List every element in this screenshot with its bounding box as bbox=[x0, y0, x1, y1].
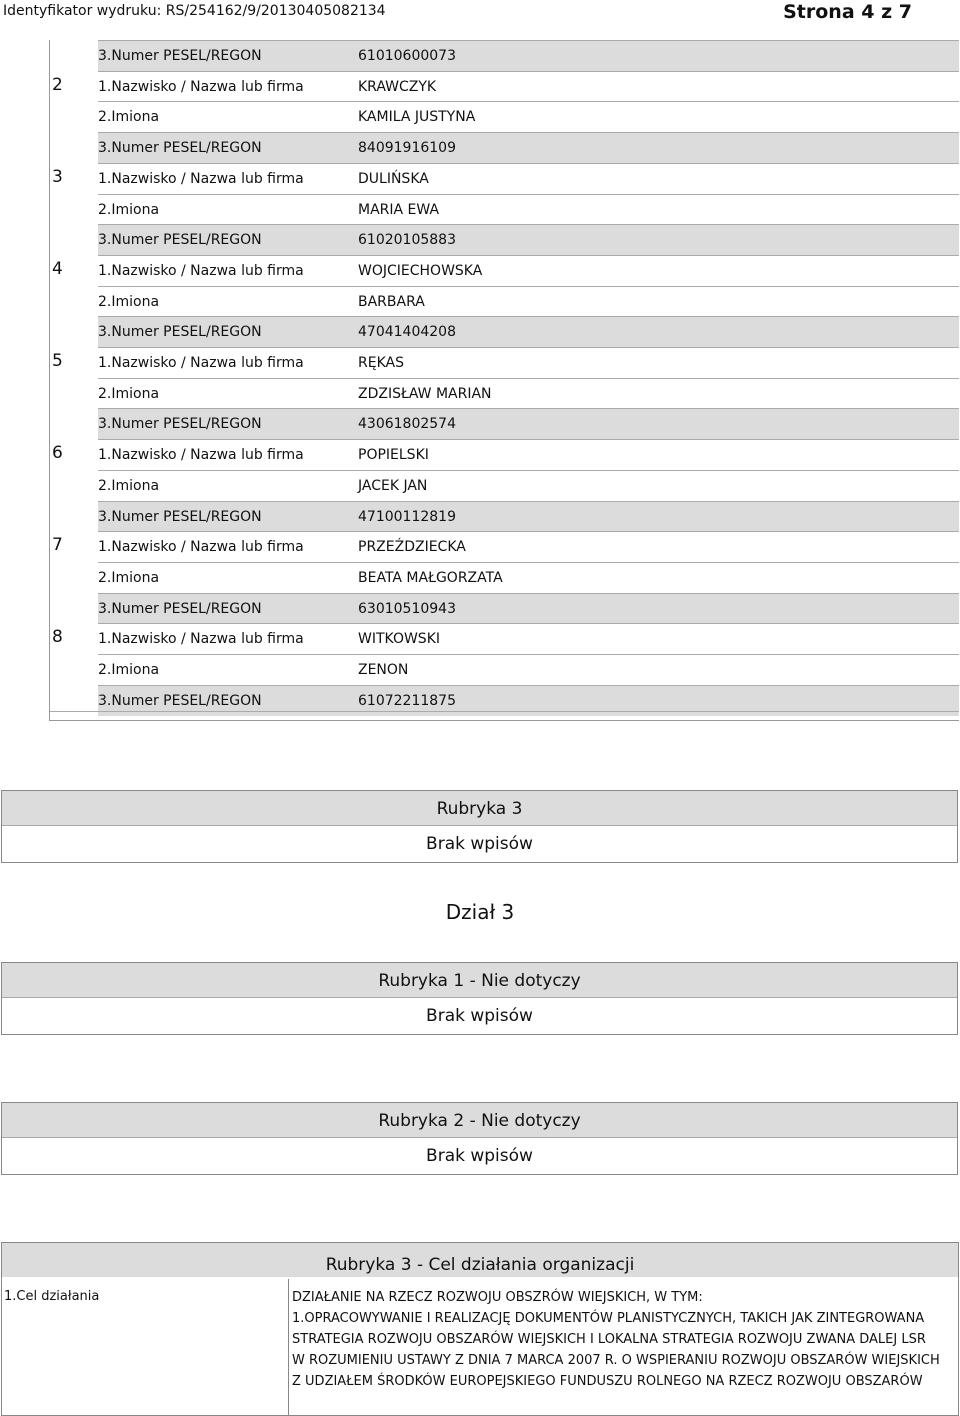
pesel-label: 3.Numer PESEL/REGON bbox=[98, 48, 262, 64]
pesel-label: 3.Numer PESEL/REGON bbox=[98, 508, 262, 525]
names-value: ZDZISŁAW MARIAN bbox=[358, 385, 492, 402]
surname-label: 1.Nazwisko / Nazwa lub firma bbox=[98, 447, 304, 464]
surname-value: PRZEŹDZIECKA bbox=[358, 539, 466, 556]
surname-label: 1.Nazwisko / Nazwa lub firma bbox=[98, 539, 304, 556]
section-body: Brak wpisów bbox=[426, 1146, 533, 1166]
table-row bbox=[98, 71, 959, 102]
names-value: JACEK JAN bbox=[358, 477, 428, 494]
pesel-value: 63010510943 bbox=[358, 600, 456, 617]
person-number: 5 bbox=[52, 351, 63, 371]
section-title: Rubryka 3 - Cel działania organizacji bbox=[2, 1243, 958, 1277]
names-value: MARIA EWA bbox=[358, 201, 440, 218]
pesel-value: 47100112819 bbox=[358, 508, 456, 525]
section-title: Rubryka 1 - Nie dotyczy bbox=[2, 963, 957, 998]
names-value: ZENON bbox=[358, 662, 409, 678]
pesel-value: 47041404208 bbox=[358, 324, 456, 341]
surname-label: 1.Nazwisko / Nazwa lub firma bbox=[98, 78, 304, 95]
table-row bbox=[98, 194, 959, 225]
table-row bbox=[98, 593, 959, 624]
names-value: KAMILA JUSTYNA bbox=[358, 109, 476, 126]
table-row bbox=[98, 224, 959, 255]
table-row bbox=[98, 316, 959, 347]
pesel-label: 3.Numer PESEL/REGON bbox=[98, 232, 262, 249]
table-row bbox=[98, 40, 959, 71]
table-row bbox=[98, 562, 959, 593]
text-line: W ROZUMIENIU USTAWY Z DNIA 7 MARCA 2007 R. O WSPIERANIU ROZWOJU OBSZARÓW WIEJSKICH bbox=[292, 1353, 940, 1368]
d3-rubryka-2-box bbox=[1, 1102, 958, 1175]
pesel-value: 84091916109 bbox=[358, 140, 456, 157]
table-row bbox=[98, 347, 959, 378]
section-body: Brak wpisów bbox=[426, 1006, 533, 1026]
person-number: 2 bbox=[52, 74, 63, 95]
table-row bbox=[98, 654, 959, 685]
names-label: 2.Imiona bbox=[98, 109, 160, 126]
page-number: Strona 4 z 7 bbox=[783, 1, 912, 23]
names-label: 2.Imiona bbox=[98, 662, 160, 678]
table-row bbox=[98, 255, 959, 286]
person-number: 4 bbox=[52, 258, 63, 279]
names-value: BARBARA bbox=[358, 293, 425, 310]
rubryka-3-box bbox=[1, 790, 958, 863]
pesel-label: 3.Numer PESEL/REGON bbox=[98, 416, 262, 433]
field-value bbox=[292, 1287, 948, 1392]
persons-table bbox=[49, 40, 959, 721]
pesel-value: 61020105883 bbox=[358, 232, 456, 249]
dzial-heading: Dział 3 bbox=[445, 900, 515, 924]
column-divider bbox=[288, 1279, 289, 1415]
pesel-label: 3.Numer PESEL/REGON bbox=[98, 140, 262, 157]
surname-value: RĘKAS bbox=[358, 355, 404, 371]
pesel-value: 61010600073 bbox=[358, 48, 456, 64]
person-number: 8 bbox=[52, 627, 63, 648]
table-row bbox=[98, 470, 959, 501]
person-number: 7 bbox=[52, 535, 63, 556]
section-title: Rubryka 2 - Nie dotyczy bbox=[2, 1103, 957, 1138]
pesel-value: 61072211875 bbox=[358, 692, 456, 709]
pesel-label: 3.Numer PESEL/REGON bbox=[98, 692, 262, 709]
text-line: 1.OPRACOWYWANIE I REALIZACJĘ DOKUMENTÓW PLANISTYCZNYCH, TAKICH JAK ZINTEGROWANA bbox=[292, 1311, 925, 1326]
surname-value: WOJCIECHOWSKA bbox=[358, 262, 483, 279]
person-number: 6 bbox=[52, 443, 63, 464]
table-row bbox=[98, 531, 959, 562]
names-label: 2.Imiona bbox=[98, 201, 160, 218]
surname-value: KRAWCZYK bbox=[358, 78, 437, 95]
d3-rubryka-1-box bbox=[1, 962, 958, 1035]
pesel-label: 3.Numer PESEL/REGON bbox=[98, 600, 262, 617]
d3-rubryka-3-box bbox=[1, 1242, 959, 1416]
text-line: DZIAŁANIE NA RZECZ ROZWOJU OBSZRÓW WIEJSKICH, W TYM: bbox=[292, 1290, 703, 1305]
surname-label: 1.Nazwisko / Nazwa lub firma bbox=[98, 170, 304, 187]
field-label: 1.Cel działania bbox=[4, 1289, 100, 1304]
table-row bbox=[98, 163, 959, 194]
table-row bbox=[98, 101, 959, 132]
table-row bbox=[98, 623, 959, 654]
surname-value: DULIŃSKA bbox=[358, 170, 429, 187]
table-row bbox=[98, 286, 959, 317]
surname-value: POPIELSKI bbox=[358, 447, 429, 464]
text-line: STRATEGIA ROZWOJU OBSZARÓW WIEJSKICH I LOKALNA STRATEGIA ROZWOJU ZWANA DALEJ LSR bbox=[292, 1332, 926, 1347]
surname-value: WITKOWSKI bbox=[358, 631, 440, 648]
section-title: Rubryka 3 bbox=[2, 791, 957, 826]
pesel-label: 3.Numer PESEL/REGON bbox=[98, 324, 262, 341]
surname-label: 1.Nazwisko / Nazwa lub firma bbox=[98, 631, 304, 648]
names-label: 2.Imiona bbox=[98, 569, 160, 586]
names-value: BEATA MAŁGORZATA bbox=[358, 569, 503, 586]
table-row bbox=[98, 501, 959, 532]
table-end bbox=[50, 711, 959, 721]
surname-label: 1.Nazwisko / Nazwa lub firma bbox=[98, 355, 304, 371]
names-label: 2.Imiona bbox=[98, 293, 160, 310]
table-row bbox=[98, 132, 959, 163]
table-row bbox=[98, 439, 959, 470]
section-body: Brak wpisów bbox=[426, 834, 533, 854]
names-label: 2.Imiona bbox=[98, 385, 160, 402]
text-line: Z UDZIAŁEM ŚRODKÓW EUROPEJSKIEGO FUNDUSZU ROLNEGO NA RZECZ ROZWOJU OBSZARÓW bbox=[292, 1374, 923, 1389]
pesel-value: 43061802574 bbox=[358, 416, 456, 433]
table-row bbox=[98, 378, 959, 409]
person-number: 3 bbox=[52, 166, 63, 187]
print-identifier: Identyfikator wydruku: RS/254162/9/20130405082134 bbox=[3, 3, 386, 19]
surname-label: 1.Nazwisko / Nazwa lub firma bbox=[98, 262, 304, 279]
names-label: 2.Imiona bbox=[98, 477, 160, 494]
table-row bbox=[98, 408, 959, 439]
